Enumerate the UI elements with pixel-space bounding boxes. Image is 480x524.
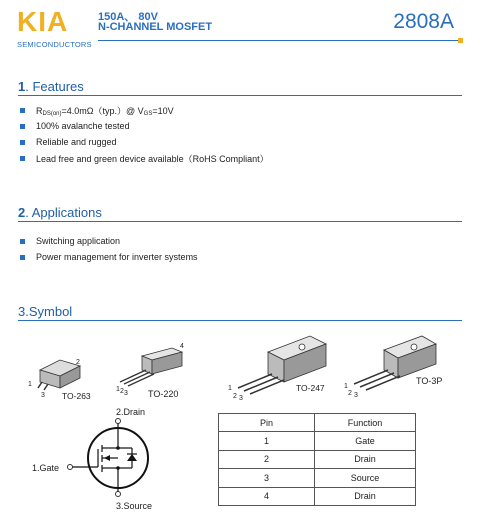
- bullet-icon: [20, 156, 25, 161]
- feature-item-rdson: RDS(on)=4.0mΩ（typ.）@ VGS=10V: [20, 104, 174, 117]
- feature-item-rugged: Reliable and rugged: [20, 137, 117, 147]
- header-divider-dot: [458, 38, 463, 43]
- company-logo-subtitle: SEMICONDUCTORS: [17, 40, 92, 49]
- application-item-inverter: Power management for inverter systems: [20, 252, 198, 262]
- pin-function-table: [218, 413, 416, 506]
- mosfet-symbol-icon: [73, 424, 138, 492]
- to263-label: TO-263: [62, 391, 91, 401]
- to3p-label: TO-3P: [416, 376, 443, 386]
- to3p-pin1-label: 1: [344, 383, 348, 390]
- applications-divider: [18, 221, 462, 222]
- symbol-divider: [18, 320, 462, 321]
- features-divider: [18, 95, 462, 96]
- drain-terminal: [116, 419, 121, 424]
- drain-junction-dot: [116, 446, 120, 450]
- function-cell: Source: [315, 469, 416, 487]
- to220-pin2-label: 2: [120, 388, 124, 395]
- company-logo: KIA: [17, 6, 69, 37]
- header-divider: [98, 40, 462, 41]
- bullet-icon: [20, 255, 25, 260]
- source-junction-dot: [116, 466, 120, 470]
- to263-pin1-label: 1: [28, 381, 32, 388]
- function-cell: Drain: [315, 487, 416, 505]
- pin-cell: 3: [219, 469, 315, 487]
- table-header-row: [219, 414, 416, 432]
- to263-pin3-label: 3: [41, 392, 45, 399]
- source-pin-label: 3.Source: [116, 501, 153, 511]
- to263-pin2-label: 2: [76, 359, 80, 366]
- part-number: 2808A: [393, 10, 454, 33]
- gate-pin-label: 1.Gate: [32, 463, 60, 473]
- function-column-header: Function: [315, 414, 416, 432]
- pin-cell: 2: [219, 450, 315, 468]
- drain-pin-label: 2.Drain: [116, 407, 146, 417]
- to3p-pin2-label: 2: [348, 390, 352, 397]
- bullet-icon: [20, 239, 25, 244]
- to263-package-icon: [38, 360, 80, 390]
- function-cell: Gate: [315, 432, 416, 450]
- feature-item-rohs: Lead free and green device available（RoHS Compliant）: [20, 152, 269, 165]
- bullet-icon: [20, 108, 25, 113]
- symbol-heading: 3.Symbol: [18, 304, 73, 319]
- spec-rating: 150A、 80V: [98, 11, 158, 23]
- table-row: [219, 487, 416, 505]
- to220-pin4-label: 4: [180, 343, 184, 350]
- to247-pin2-label: 2: [233, 393, 237, 400]
- to220-package-icon: [120, 348, 182, 386]
- device-type: N-CHANNEL MOSFET: [98, 21, 213, 33]
- to220-label: TO-220: [148, 389, 179, 399]
- body-diode-arrow-icon: [127, 454, 137, 461]
- source-terminal: [116, 492, 121, 497]
- pin-column-header: Pin: [219, 414, 315, 432]
- channel-arrow-icon: [104, 455, 110, 461]
- bullet-icon: [20, 140, 25, 145]
- to220-pin1-label: 1: [116, 386, 120, 393]
- package-drawings: [0, 330, 480, 410]
- features-heading: 1. Features: [18, 79, 84, 94]
- to247-pin1-label: 1: [228, 385, 232, 392]
- function-cell: Drain: [315, 450, 416, 468]
- pin-cell: 1: [219, 432, 315, 450]
- application-item-switching: Switching application: [20, 236, 120, 246]
- to220-pin3-label: 3: [124, 390, 128, 397]
- mosfet-schematic: [20, 405, 200, 515]
- pin-cell: 4: [219, 487, 315, 505]
- table-row: [219, 469, 416, 487]
- to247-label: TO-247: [296, 383, 325, 393]
- applications-heading: 2. Applications: [18, 205, 102, 220]
- to247-pin3-label: 3: [239, 395, 243, 402]
- gate-terminal: [68, 465, 73, 470]
- feature-item-avalanche: 100% avalanche tested: [20, 121, 130, 131]
- bullet-icon: [20, 124, 25, 129]
- to3p-pin3-label: 3: [354, 392, 358, 399]
- table-row: [219, 432, 416, 450]
- table-row: [219, 450, 416, 468]
